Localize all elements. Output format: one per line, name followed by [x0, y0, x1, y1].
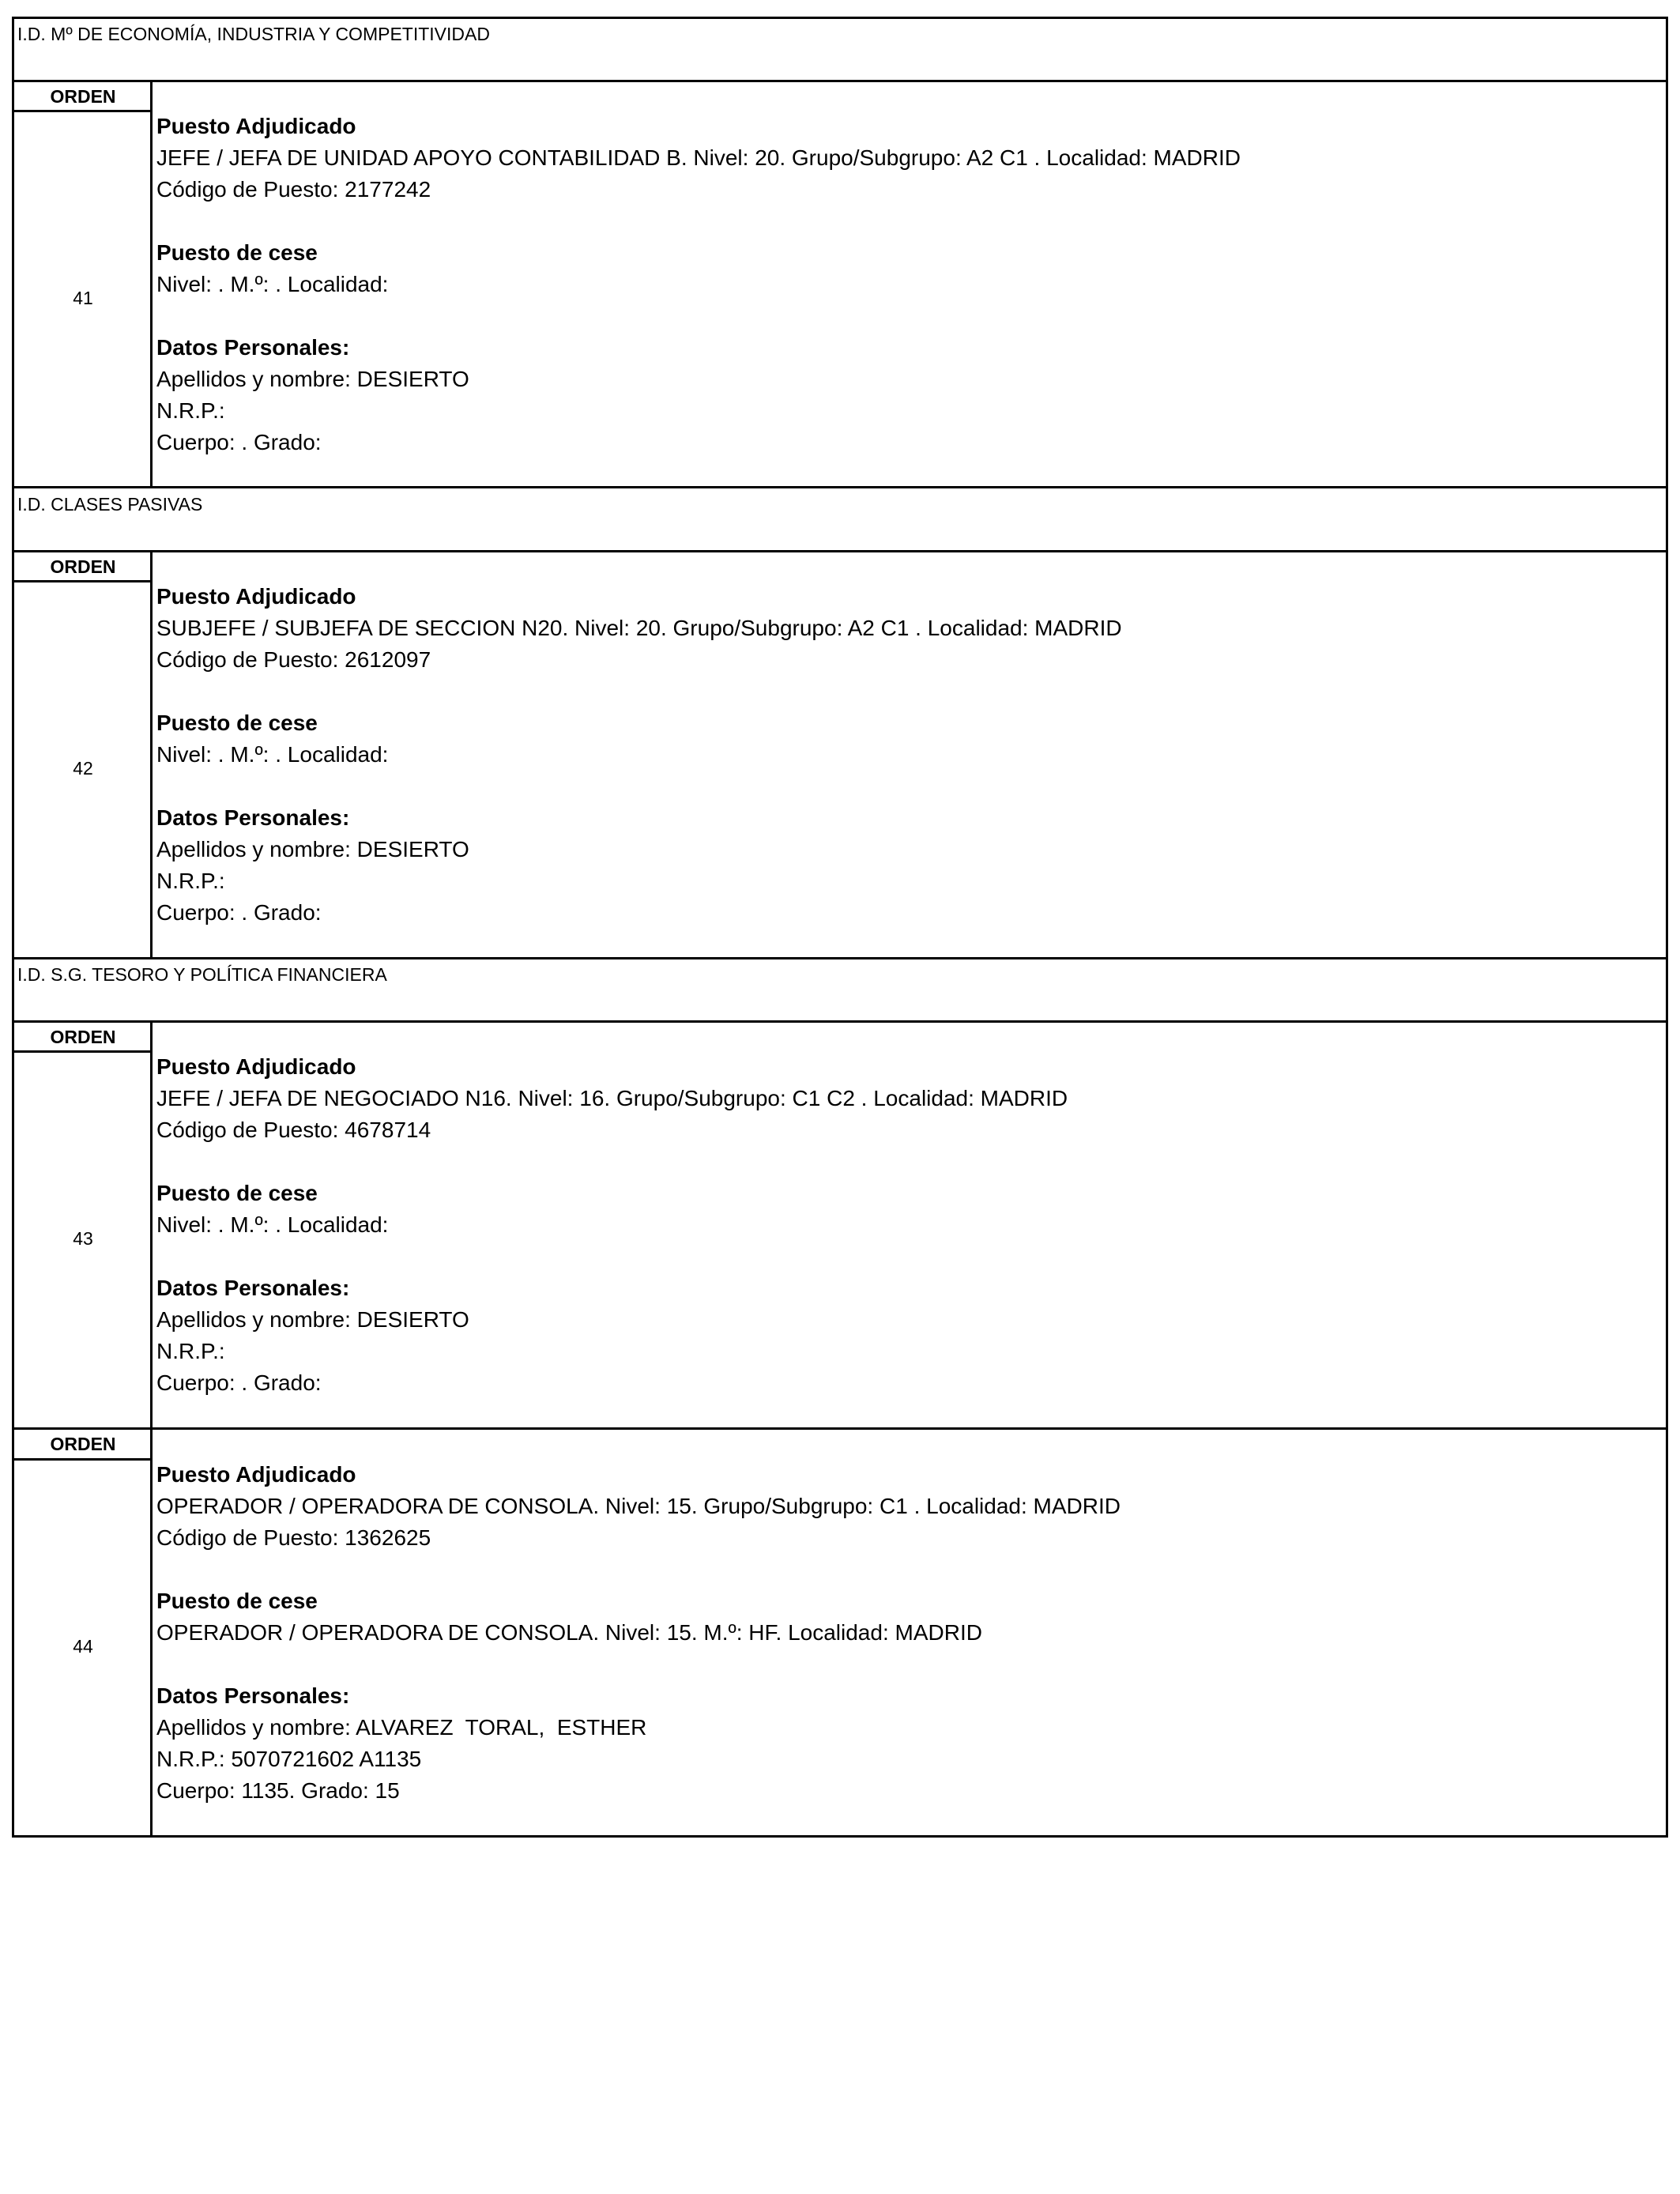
orden-number: 44: [73, 1636, 93, 1657]
orden-label: ORDEN: [50, 556, 116, 577]
column-divider: [150, 80, 153, 486]
divider: [12, 1427, 1668, 1430]
nrp-line: N.R.P.:: [156, 869, 225, 893]
nrp-line: N.R.P.: 5070721602 A1135: [156, 1747, 422, 1771]
entry-details: [156, 581, 1122, 929]
orden-number: 43: [73, 1228, 93, 1249]
adjudicado-heading: Puesto Adjudicado: [156, 1054, 356, 1079]
codigo-line: Código de Puesto: 1362625: [156, 1525, 431, 1550]
cese-heading: Puesto de cese: [156, 1589, 318, 1613]
cese-line: Nivel: . M.º: . Localidad:: [156, 742, 389, 767]
orden-number: 42: [73, 758, 93, 778]
entry-details: [156, 111, 1241, 458]
codigo-line: Código de Puesto: 4678714: [156, 1118, 431, 1142]
divider: [12, 1458, 151, 1461]
orden-label: ORDEN: [50, 86, 116, 107]
orden-number: 41: [73, 288, 93, 308]
entry-details: [156, 1459, 1121, 1807]
cese-line: OPERADOR / OPERADORA DE CONSOLA. Nivel: 15. M.º: HF. Localidad: MADRID: [156, 1620, 982, 1645]
adjudicado-line: JEFE / JEFA DE UNIDAD APOYO CONTABILIDAD B. Nivel: 20. Grupo/Subgrupo: A2 C1 . Localidad: MADRID: [156, 145, 1241, 170]
divider: [12, 80, 1668, 82]
datos-heading: Datos Personales:: [156, 1276, 350, 1300]
cese-line: Nivel: . M.º: . Localidad:: [156, 272, 389, 296]
divider: [12, 580, 151, 582]
nombre-line: Apellidos y nombre: ALVAREZ TORAL, ESTHER: [156, 1715, 647, 1740]
entry-details: [156, 1051, 1068, 1399]
datos-heading: Datos Personales:: [156, 1683, 350, 1708]
nombre-line: Apellidos y nombre: DESIERTO: [156, 1307, 469, 1332]
nombre-line: Apellidos y nombre: DESIERTO: [156, 837, 469, 861]
adjudicado-heading: Puesto Adjudicado: [156, 114, 356, 138]
codigo-line: Código de Puesto: 2177242: [156, 177, 431, 202]
cuerpo-line: Cuerpo: 1135. Grado: 15: [156, 1778, 400, 1803]
cese-heading: Puesto de cese: [156, 240, 318, 265]
column-divider: [150, 1020, 153, 1427]
adjudicado-heading: Puesto Adjudicado: [156, 584, 356, 609]
nombre-line: Apellidos y nombre: DESIERTO: [156, 367, 469, 391]
adjudicado-heading: Puesto Adjudicado: [156, 1462, 356, 1487]
cese-heading: Puesto de cese: [156, 711, 318, 735]
datos-heading: Datos Personales:: [156, 335, 350, 360]
divider: [12, 486, 1668, 488]
datos-heading: Datos Personales:: [156, 805, 350, 830]
adjudicado-line: JEFE / JEFA DE NEGOCIADO N16. Nivel: 16. Grupo/Subgrupo: C1 C2 . Localidad: MADRID: [156, 1086, 1068, 1110]
divider: [12, 550, 1668, 552]
divider: [12, 957, 1668, 959]
section-title: I.D. Mº DE ECONOMÍA, INDUSTRIA Y COMPETITIVIDAD: [17, 24, 490, 44]
cese-line: Nivel: . M.º: . Localidad:: [156, 1212, 389, 1237]
adjudicado-line: SUBJEFE / SUBJEFA DE SECCION N20. Nivel: 20. Grupo/Subgrupo: A2 C1 . Localidad: MADRID: [156, 616, 1122, 640]
codigo-line: Código de Puesto: 2612097: [156, 647, 431, 672]
divider: [12, 1020, 1668, 1023]
column-divider: [150, 1427, 153, 1838]
section-title: I.D. CLASES PASIVAS: [17, 494, 203, 515]
column-divider: [150, 550, 153, 957]
cese-heading: Puesto de cese: [156, 1181, 318, 1205]
orden-label: ORDEN: [50, 1434, 116, 1454]
divider: [12, 110, 151, 112]
nrp-line: N.R.P.:: [156, 398, 225, 423]
cuerpo-line: Cuerpo: . Grado:: [156, 1370, 322, 1395]
section-title: I.D. S.G. TESORO Y POLÍTICA FINANCIERA: [17, 964, 387, 985]
orden-label: ORDEN: [50, 1027, 116, 1047]
cuerpo-line: Cuerpo: . Grado:: [156, 900, 322, 925]
divider: [12, 1050, 151, 1053]
adjudicado-line: OPERADOR / OPERADORA DE CONSOLA. Nivel: 15. Grupo/Subgrupo: C1 . Localidad: MADRID: [156, 1494, 1121, 1518]
cuerpo-line: Cuerpo: . Grado:: [156, 430, 322, 454]
nrp-line: N.R.P.:: [156, 1339, 225, 1363]
